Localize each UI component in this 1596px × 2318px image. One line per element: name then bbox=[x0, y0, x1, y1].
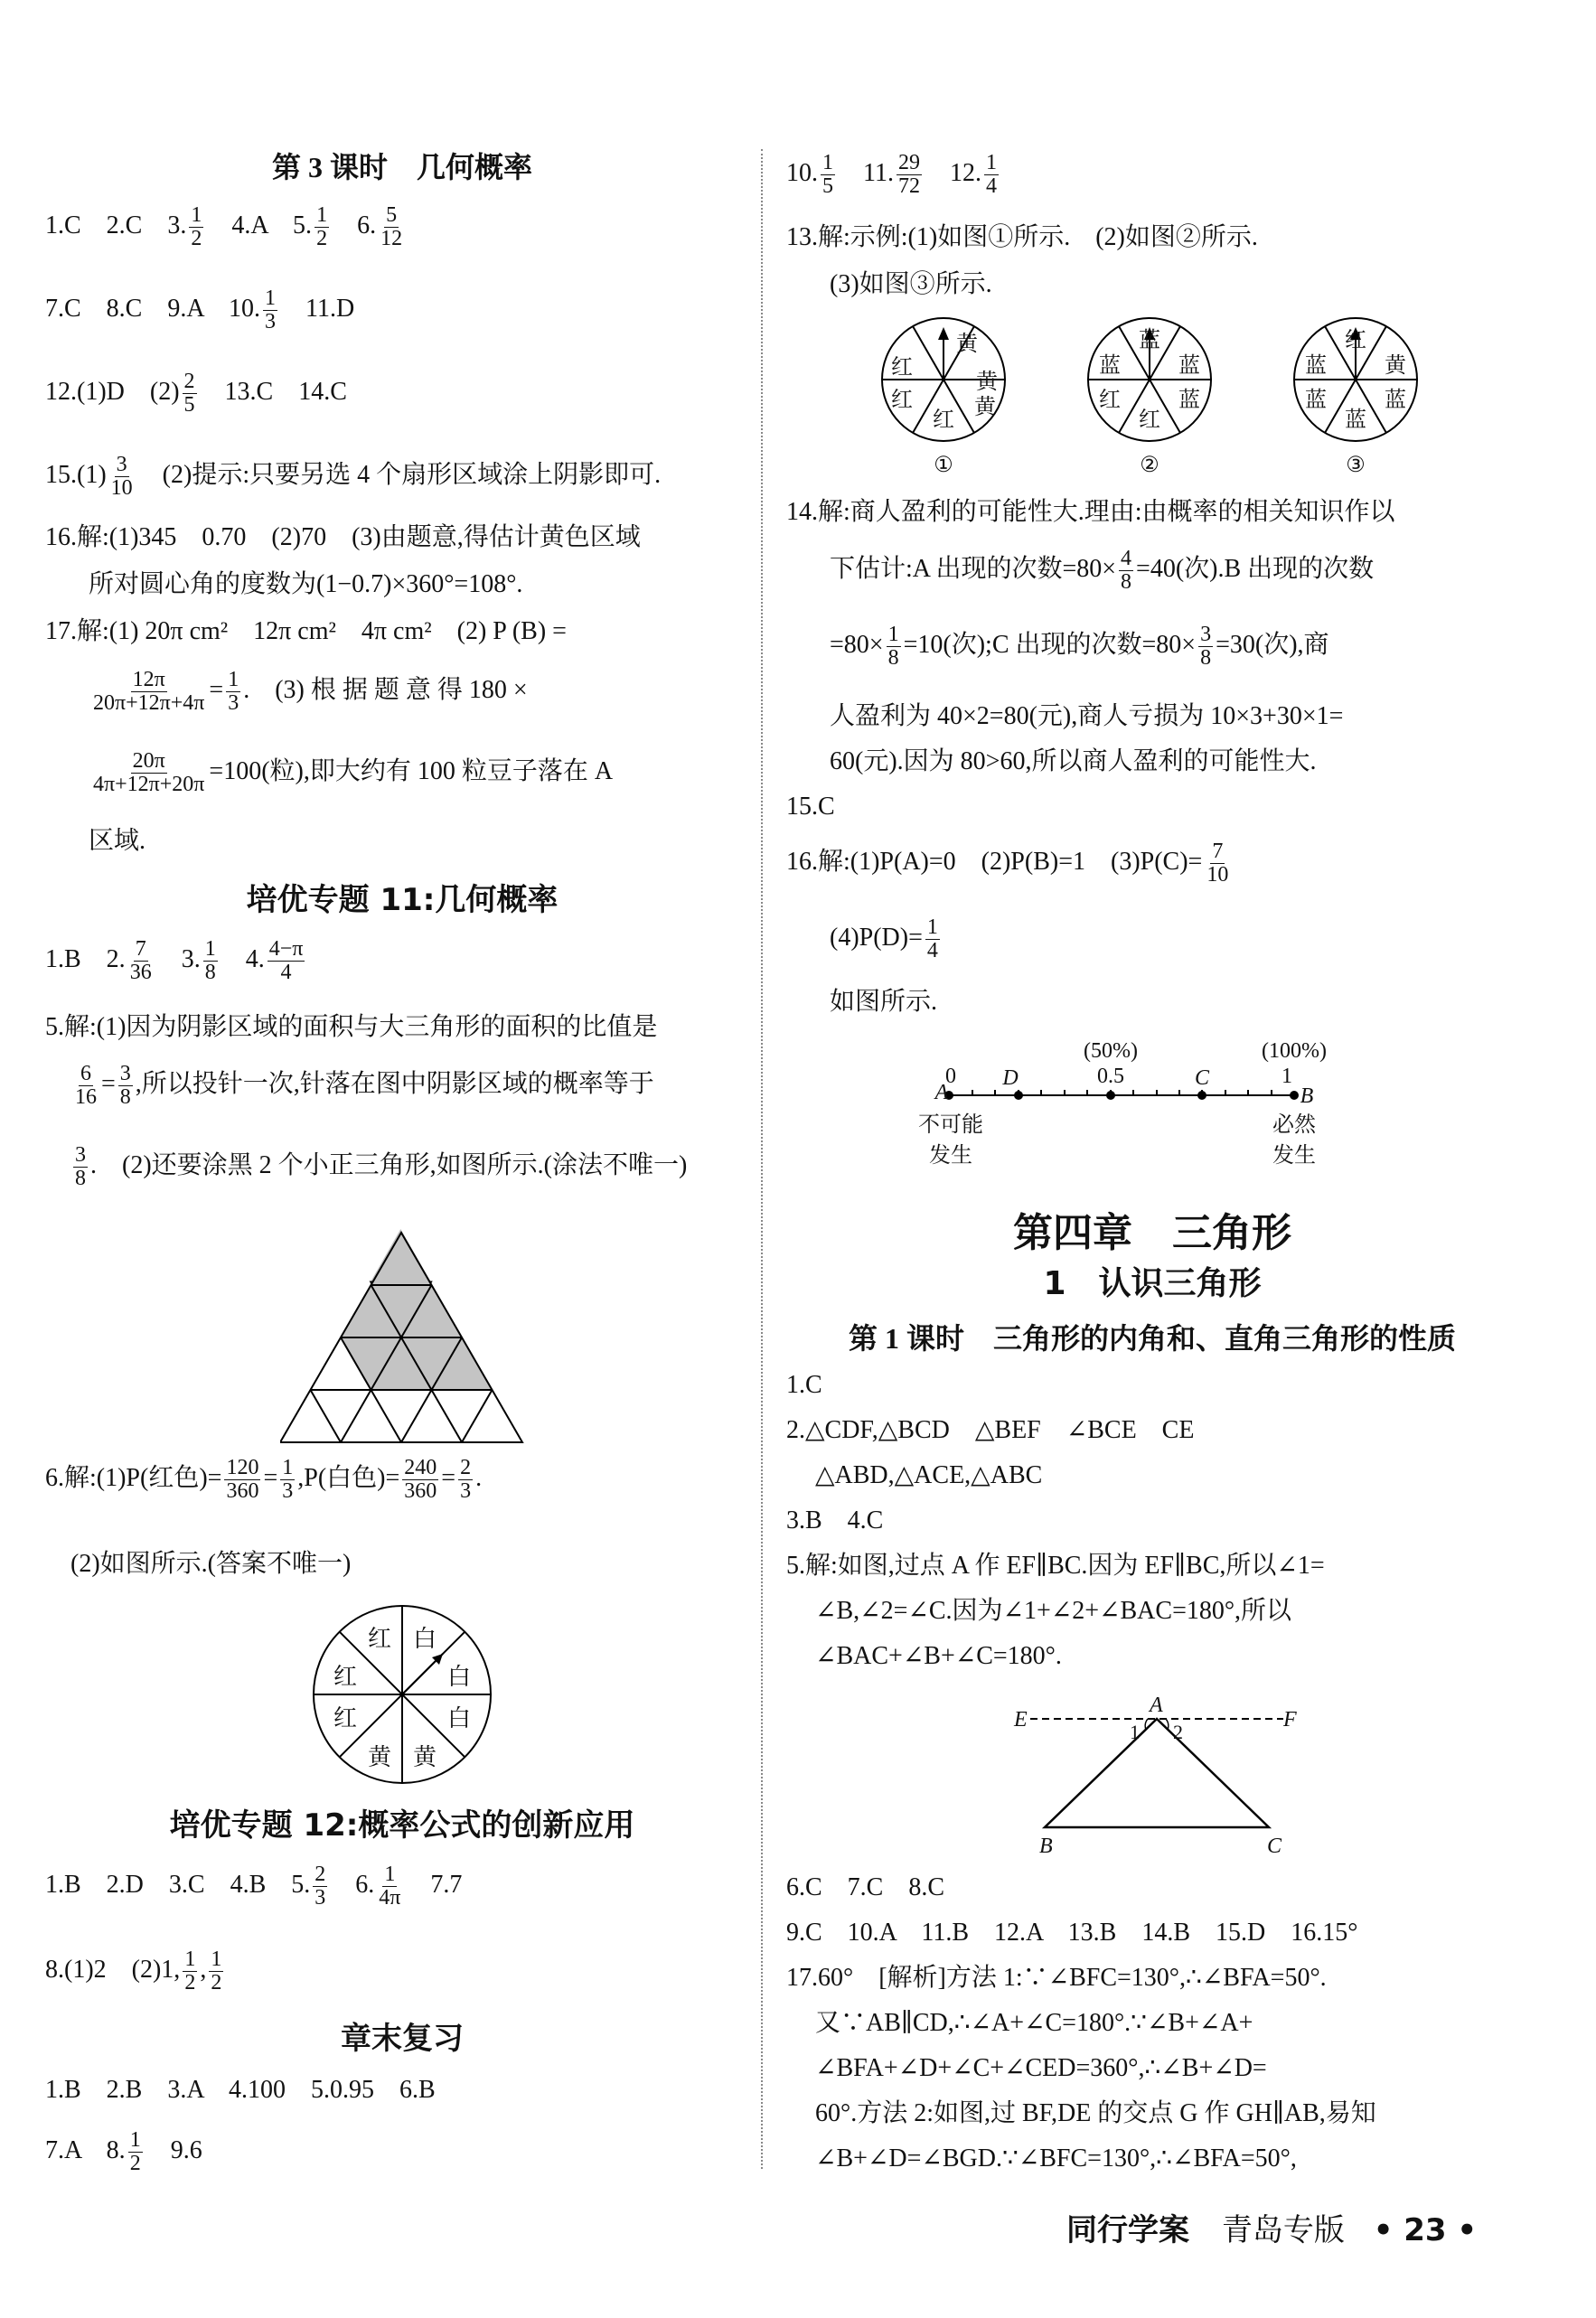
svg-text:蓝: 蓝 bbox=[1099, 354, 1121, 378]
svg-text:C: C bbox=[1194, 1066, 1210, 1090]
sector-label: 白 bbox=[412, 1626, 437, 1652]
answer-line: 5.解:如图,过点 A 作 EF∥BC.因为 EF∥BC,所以∠1= bbox=[786, 1552, 1325, 1580]
answer-line: 60°.方法 2:如图,过 BF,DE 的交点 G 作 GH∥AB,易知 bbox=[815, 2099, 1376, 2127]
chapter-title: 第四章 三角形 bbox=[1013, 1210, 1291, 1256]
spinner-8-figure bbox=[307, 1600, 497, 1789]
svg-text:蓝: 蓝 bbox=[1178, 354, 1200, 378]
answer-line: 16.解:(1)P(A)=0 (2)P(B)=1 (3)P(C)= $\frac{7}{10}$ bbox=[786, 840, 1229, 887]
section-heading: 培优专题 12:概率公式的创新应用 bbox=[169, 1807, 635, 1844]
answer-line: (2)如图所示.(答案不唯一) bbox=[70, 1550, 352, 1578]
answer-line: 1.B 2. $\frac{7}{36}$ 3. $\frac{1}{8}$ 4. $\frac{4-\pi}{4}$ bbox=[45, 937, 304, 985]
svg-text:红: 红 bbox=[891, 356, 913, 380]
svg-text:红: 红 bbox=[933, 408, 954, 432]
answer-line: 13.解:示例:(1)如图①所示. (2)如图②所示. bbox=[786, 223, 1258, 251]
answer-line: ∠B,∠2=∠C.因为∠1+∠2+∠BAC=180°,所以 bbox=[815, 1597, 1292, 1625]
shaded-cell bbox=[371, 1233, 432, 1285]
spinner-2 bbox=[1088, 318, 1211, 477]
answer-line: ∠BAC+∠B+∠C=180°. bbox=[815, 1642, 1062, 1670]
answer-line: 1.C bbox=[786, 1371, 822, 1399]
svg-text:0.5: 0.5 bbox=[1097, 1065, 1124, 1088]
answer-line: 6.解:(1)P(红色)= $\frac{120}{360}$ = $\frac{1}{3}$ ,P(白色)= $\frac{240}{360}$ = $\frac{2}{3}$ . bbox=[45, 1456, 483, 1504]
answer-line: 10. $\frac{1}{5}$ 11. $\frac{29}{72}$ 12. $\frac{1}{4}$ bbox=[786, 151, 997, 199]
answer-line: △ABD,△ACE,△ABC bbox=[815, 1461, 1043, 1489]
svg-text:①: ① bbox=[934, 454, 953, 477]
answer-line: 60(元).因为 80>60,所以商人盈利的可能性大. bbox=[830, 747, 1317, 775]
sector-label: 白 bbox=[446, 1705, 472, 1731]
svg-text:发生: 发生 bbox=[1272, 1144, 1316, 1168]
svg-text:1: 1 bbox=[1130, 1721, 1140, 1743]
answer-line: 7.C 8.C 9.A 10. $\frac{1}{3}$ 11.D bbox=[45, 286, 355, 334]
triangle-grid bbox=[280, 1229, 533, 1446]
svg-text:③: ③ bbox=[1346, 454, 1366, 477]
answer-line: (4)P(D)= $\frac{1}{4}$ bbox=[830, 915, 938, 963]
answer-line: 6.C 7.C 8.C bbox=[786, 1873, 945, 1901]
svg-text:2: 2 bbox=[1173, 1721, 1183, 1743]
svg-text:B: B bbox=[1039, 1835, 1053, 1854]
svg-text:E: E bbox=[1014, 1708, 1028, 1731]
answer-line: 12.(1)D (2) $\frac{2}{5}$ 13.C 14.C bbox=[45, 370, 347, 418]
triangle-abc-figure bbox=[1012, 1692, 1301, 1854]
point-B bbox=[1290, 1091, 1299, 1100]
answer-line: 14.解:商人盈利的可能性大.理由:由概率的相关知识作以 bbox=[786, 498, 1395, 526]
lesson-title: 第 1 课时 三角形的内角和、直角三角形的性质 bbox=[848, 1322, 1456, 1355]
answer-line: 如图所示. bbox=[830, 988, 938, 1016]
svg-text:(100%): (100%) bbox=[1262, 1039, 1327, 1063]
svg-text:蓝: 蓝 bbox=[1305, 354, 1327, 378]
answer-line: 下估计:A 出现的次数=80× $\frac{4}{8}$ =40(次).B 出现的次数 bbox=[830, 547, 1375, 595]
answer-line: 17.60° [解析]方法 1:∵∠BFC=130°,∴∠BFA=50°. bbox=[786, 1964, 1327, 1992]
answer-line: 1.C 2.C 3. $\frac{1}{2}$ 4.A 5. $\frac{1}{2}$ 6. $\frac{5}{12}$ bbox=[45, 203, 403, 251]
probability-number-line bbox=[904, 1039, 1410, 1175]
svg-text:黄: 黄 bbox=[974, 396, 996, 419]
svg-text:(50%): (50%) bbox=[1084, 1039, 1138, 1063]
svg-text:蓝: 蓝 bbox=[1305, 389, 1327, 412]
svg-text:②: ② bbox=[1140, 454, 1159, 477]
spinner-1 bbox=[882, 318, 1005, 477]
sector-label: 红 bbox=[333, 1705, 358, 1731]
answer-line: ∠B+∠D=∠BGD.∵∠BFC=130°,∴∠BFA=50°, bbox=[815, 2144, 1297, 2173]
svg-text:A: A bbox=[934, 1081, 949, 1104]
section-heading: 章末复习 bbox=[341, 2021, 464, 2057]
answer-line: 7.A 8. $\frac{1}{2}$ 9.6 bbox=[45, 2128, 202, 2176]
answer-line: 15.C bbox=[786, 793, 835, 821]
answer-line: 17.解:(1) 20π cm² 12π cm² 4π cm² (2) P (B) = bbox=[45, 617, 567, 645]
column-divider bbox=[761, 149, 763, 2169]
svg-text:红: 红 bbox=[1099, 389, 1121, 412]
svg-text:蓝: 蓝 bbox=[1385, 389, 1406, 412]
svg-text:0: 0 bbox=[945, 1065, 956, 1088]
svg-text:发生: 发生 bbox=[929, 1144, 972, 1168]
point-D bbox=[1014, 1091, 1023, 1100]
svg-text:黄: 黄 bbox=[1385, 354, 1406, 378]
svg-text:1: 1 bbox=[1281, 1065, 1292, 1088]
sector-label: 红 bbox=[367, 1626, 392, 1652]
answer-line: $\frac{6}{16}$ = $\frac{3}{8}$ ,所以投针一次,针落在图中阴影区域的概率等于 bbox=[75, 1062, 654, 1110]
answer-line: 1.B 2.D 3.C 4.B 5. $\frac{2}{3}$ 6. $\frac{1}{4\pi}$ 7.7 bbox=[45, 1863, 463, 1910]
svg-text:C: C bbox=[1267, 1835, 1282, 1854]
svg-text:黄: 黄 bbox=[976, 371, 998, 394]
sector-label: 红 bbox=[333, 1664, 358, 1690]
answer-line: 2.△CDF,△BCD △BEF ∠BCE CE bbox=[786, 1416, 1195, 1444]
answer-line: 人盈利为 40×2=80(元),商人亏损为 10×3+30×1= bbox=[830, 702, 1344, 730]
answer-line: 5.解:(1)因为阴影区域的面积与大三角形的面积的比值是 bbox=[45, 1013, 658, 1041]
svg-text:蓝: 蓝 bbox=[1345, 408, 1366, 432]
page-footer bbox=[1066, 2205, 1477, 2249]
answer-line: 8.(1)2 (2)1, $\frac{1}{2}$ , $\frac{1}{2}$ bbox=[45, 1947, 222, 1995]
section-heading: 第 3 课时 几何概率 bbox=[271, 151, 532, 183]
svg-text:红: 红 bbox=[891, 389, 913, 412]
brand-label: 同行学案 bbox=[1066, 2212, 1189, 2248]
svg-text:红: 红 bbox=[1139, 408, 1160, 432]
answer-line: $\frac{12\pi}{20\pi+12\pi+4\pi}$ = $\frac{1}{3}$ . (3) 根 据 题 意 得 180 × bbox=[93, 668, 528, 716]
sector-label: 黄 bbox=[412, 1744, 437, 1770]
sector-label: 白 bbox=[446, 1664, 472, 1690]
edition-label: 青岛专版 bbox=[1221, 2212, 1345, 2248]
answer-line: 所对圆心角的度数为(1−0.7)×360°=108°. bbox=[89, 570, 523, 598]
svg-text:红: 红 bbox=[1345, 329, 1366, 352]
answer-line: 16.解:(1)345 0.70 (2)70 (3)由题意,得估计黄色区域 bbox=[45, 523, 641, 551]
svg-text:F: F bbox=[1283, 1708, 1297, 1731]
answer-line: $\frac{20\pi}{4\pi+12\pi+20\pi}$ =100(粒),即大约有 100 粒豆子落在 A bbox=[93, 749, 614, 797]
svg-text:B: B bbox=[1300, 1084, 1314, 1108]
sector-label: 黄 bbox=[367, 1744, 392, 1770]
answer-line: 区域. bbox=[89, 827, 146, 855]
answer-line: ∠BFA+∠D+∠C+∠CED=360°,∴∠B+∠D= bbox=[815, 2054, 1267, 2082]
svg-text:必然: 必然 bbox=[1272, 1113, 1316, 1137]
answer-line: =80× $\frac{1}{8}$ =10(次);C 出现的次数=80× $\frac{3}{8}$ =30(次),商 bbox=[830, 623, 1329, 671]
point-C bbox=[1197, 1091, 1206, 1100]
answer-line: (3)如图③所示. bbox=[830, 270, 992, 298]
svg-text:蓝: 蓝 bbox=[1139, 329, 1160, 352]
answer-line: $\frac{3}{8}$ . (2)还要涂黑 2 个小正三角形,如图所示.(涂法不唯一) bbox=[75, 1143, 688, 1191]
section-title: 1 认识三角形 bbox=[1043, 1265, 1262, 1302]
section-heading: 培优专题 11:几何概率 bbox=[246, 882, 559, 918]
svg-text:不可能: 不可能 bbox=[918, 1113, 983, 1137]
svg-text:D: D bbox=[1002, 1066, 1019, 1090]
svg-text:蓝: 蓝 bbox=[1178, 389, 1200, 412]
point-half bbox=[1106, 1091, 1115, 1100]
answer-line: 9.C 10.A 11.B 12.A 13.B 14.B 15.D 16.15° bbox=[786, 1919, 1358, 1947]
spinner-3 bbox=[1294, 318, 1417, 477]
answer-line: 3.B 4.C bbox=[786, 1506, 884, 1534]
svg-text:黄: 黄 bbox=[956, 333, 978, 356]
page-number: • 23 • bbox=[1373, 2212, 1478, 2248]
answer-line: 15.(1) $\frac{3}{10}$ (2)提示:只要另选 4 个扇形区域涂上阴影即可. bbox=[45, 453, 662, 501]
answer-line: 1.B 2.B 3.A 4.100 5.0.95 6.B bbox=[45, 2076, 436, 2104]
answer-line: 又∵AB∥CD,∴∠A+∠C=180°.∵∠B+∠A+ bbox=[815, 2009, 1253, 2037]
spinners-figure bbox=[877, 314, 1437, 477]
svg-text:A: A bbox=[1150, 1694, 1163, 1717]
